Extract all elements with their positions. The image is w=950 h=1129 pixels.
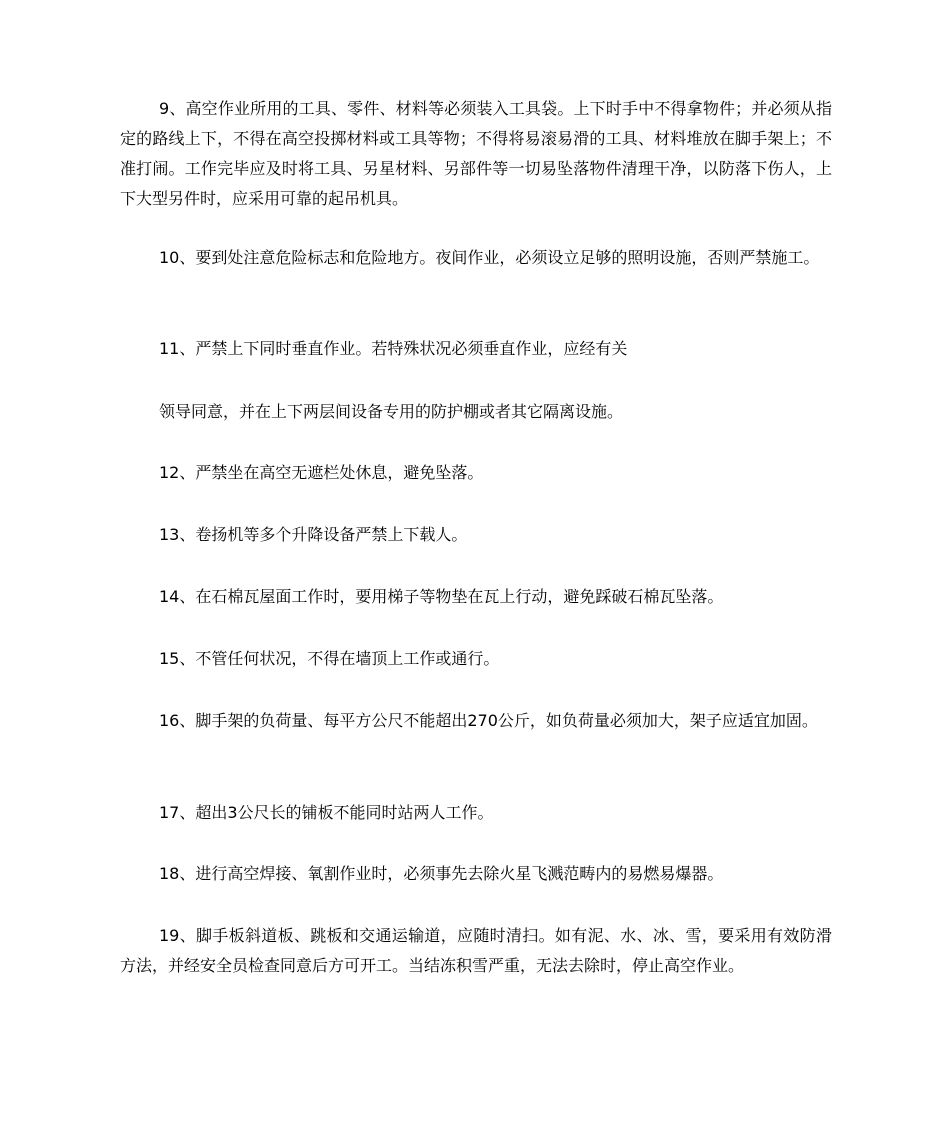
- paragraph-item-19: 19、脚手板斜道板、跳板和交通运输道，应随时清扫。如有泥、水、冰、雪，要采用有效防滑方法，并经安全员检查同意后方可开工。当结冻积雪严重，无法去除时，停止高空作业。: [120, 926, 832, 975]
- paragraph-item-12: 12、严禁坐在高空无遮栏处休息，避免坠落。: [159, 463, 484, 482]
- paragraph-item-11: 11、严禁上下同时垂直作业。若特殊状况必须垂直作业，应经有关: [159, 339, 628, 358]
- paragraph-item-10: 10、要到处注意危险标志和危险地方。夜间作业，必须设立足够的照明设施，否则严禁施工。: [159, 248, 820, 267]
- paragraph-item-13: 13、卷扬机等多个升降设备严禁上下载人。: [159, 525, 468, 544]
- paragraph-item-14: 14、在石棉瓦屋面工作时，要用梯子等物垫在瓦上行动，避免踩破石棉瓦坠落。: [159, 587, 724, 606]
- paragraph-item-15: 15、不管任何状况，不得在墙顶上工作或通行。: [159, 649, 500, 668]
- paragraph-item-16: 16、脚手架的负荷量、每平方公尺不能超出270公斤，如负荷量必须加大，架子应适宜加固。: [159, 711, 818, 730]
- paragraph-item-17: 17、超出3公尺长的铺板不能同时站两人工作。: [159, 803, 494, 822]
- paragraph-item-9: 9、高空作业所用的工具、零件、材料等必须装入工具袋。上下时手中不得拿物件；并必须从指定的路线上下，不得在高空投掷材料或工具等物；不得将易滚易滑的工具、材料堆放在脚手架上；不准打闹。工作完毕应及时将工具、另星材料、另部件等一切易坠落物件清理干净，以防落下伤人，上下大型另件时，应采用可靠的起吊机具。: [120, 99, 832, 208]
- paragraph-item-11-continuation: 领导同意，并在上下两层间设备专用的防护棚或者其它隔离设施。: [159, 402, 624, 421]
- paragraph-item-18: 18、进行高空焊接、氧割作业时，必须事先去除火星飞溅范畴内的易燃易爆器。: [159, 864, 724, 883]
